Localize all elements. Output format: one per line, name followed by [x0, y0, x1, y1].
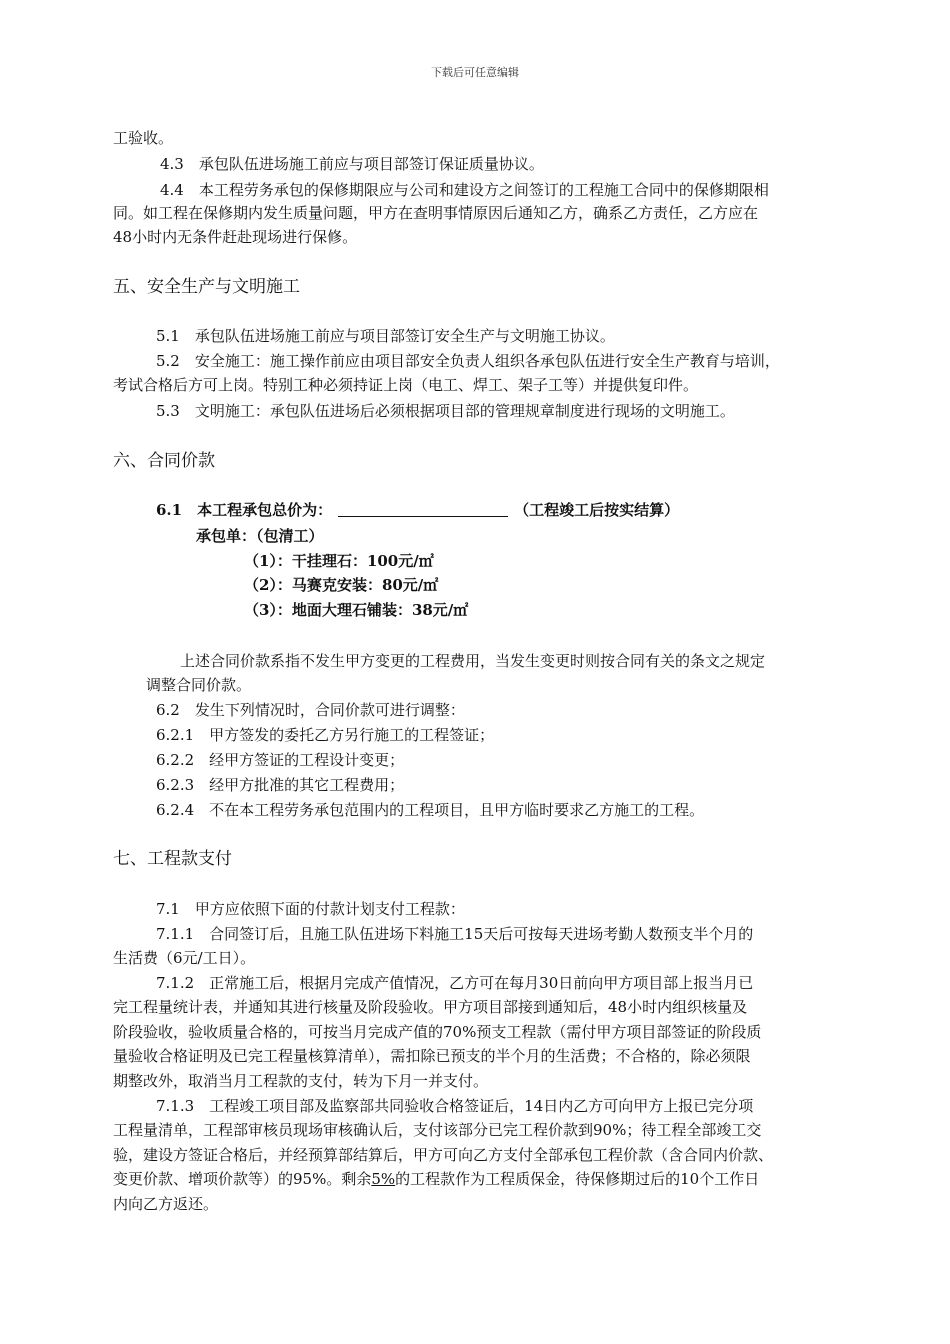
- clause-7-1-1-line2: 生活费（6元/工日）。: [113, 949, 256, 967]
- unit-price-label: 承包单：（包清工）: [196, 527, 324, 545]
- section-5-heading: 五、安全生产与文明施工: [113, 277, 300, 297]
- retention-percent: 5%: [371, 1170, 396, 1188]
- contract-total-note: （工程竣工后按实结算）: [514, 501, 680, 519]
- clause-7-1-3-line2: 工程量清单，工程部审核员现场审核确认后，支付该部分已完工程价款到90%；待工程全部竣工交: [113, 1121, 762, 1139]
- clause-5-2-line1: 5.2 安全施工：施工操作前应由项目部安全负责人组织各承包队伍进行安全生产教育与培训，: [156, 352, 780, 370]
- price-note-line1: 上述合同价款系指不发生甲方变更的工程费用，当发生变更时则按合同有关的条文之规定: [180, 652, 766, 670]
- clause-7-1-2-line5: 期整改外，取消当月工程款的支付，转为下月一并支付。: [113, 1072, 489, 1090]
- clause-5-1: 5.1 承包队伍进场施工前应与项目部签订安全生产与文明施工协议。: [156, 327, 615, 345]
- clause-6-2-3: 6.2.3 经甲方批准的其它工程费用；: [156, 776, 405, 794]
- clause-7-1-2-line4: 量验收合格证明及已完工程量核算清单），需扣除已预支的半个月的生活费；不合格的，除必须限: [113, 1047, 751, 1065]
- page-header: 下载后可任意编辑: [431, 66, 519, 79]
- sec4-line0: 工验收。: [113, 129, 174, 147]
- section-6-heading: 六、合同价款: [113, 451, 215, 471]
- contract-total-label: 6.1 本工程承包总价为：: [156, 501, 333, 519]
- price-item-2: （2）：马赛克安装：80元/㎡: [244, 576, 439, 594]
- clause-7-1-3-line4-post: 的工程款作为工程质保金，待保修期过后的10个工作日: [395, 1170, 760, 1188]
- clause-7-1-3-line4-pre: 变更价款、增项价款等）的95%。剩余: [113, 1170, 372, 1188]
- clause-7-1-3-line3: 验，建设方签证合格后，并经预算部结算后，甲方可向乙方支付全部承包工程价款（含合同内价款、: [113, 1146, 774, 1164]
- clause-4-4-line3: 48小时内无条件赶赴现场进行保修。: [113, 228, 358, 246]
- price-item-3: （3）：地面大理石铺装：38元/㎡: [244, 601, 469, 619]
- clause-6-1: [156, 500, 679, 520]
- clause-7-1-2-line1: 7.1.2 正常施工后，根据月完成产值情况，乙方可在每月30日前向甲方项目部上报当月已: [156, 974, 754, 992]
- clause-7-1-3-line4: [113, 1169, 759, 1189]
- clause-7-1: 7.1 甲方应依照下面的付款计划支付工程款：: [156, 900, 465, 918]
- clause-7-1-1-line1: 7.1.1 合同签订后，且施工队伍进场下料施工15天后可按每天进场考勤人数预支半个月的: [156, 925, 754, 943]
- section-7-heading: 七、工程款支付: [113, 849, 232, 869]
- clause-6-2: 6.2 发生下列情况时，合同价款可进行调整：: [156, 701, 465, 719]
- clause-5-3: 5.3 文明施工：承包队伍进场后必须根据项目部的管理规章制度进行现场的文明施工。: [156, 402, 735, 420]
- clause-6-2-2: 6.2.2 经甲方签证的工程设计变更；: [156, 751, 405, 769]
- price-item-1: （1）：干挂理石：100元/㎡: [244, 552, 434, 570]
- clause-6-2-1: 6.2.1 甲方签发的委托乙方另行施工的工程签证；: [156, 726, 495, 744]
- clause-7-1-3-line5: 内向乙方返还。: [113, 1195, 219, 1213]
- price-note-line2: 调整合同价款。: [146, 676, 252, 694]
- clause-7-1-2-line3: 阶段验收，验收质量合格的，可按当月完成产值的70%预支工程款（需付甲方项目部签证的阶段质: [113, 1023, 762, 1041]
- contract-total-blank: [338, 502, 508, 517]
- clause-5-2-line2: 考试合格后方可上岗。特别工种必须持证上岗（电工、焊工、架子工等）并提供复印件。: [113, 376, 699, 394]
- clause-7-1-2-line2: 完工程量统计表，并通知其进行核量及阶段验收。甲方项目部接到通知后，48小时内组织核量及: [113, 998, 748, 1016]
- clause-6-2-4: 6.2.4 不在本工程劳务承包范围内的工程项目，且甲方临时要求乙方施工的工程。: [156, 801, 705, 819]
- clause-7-1-3-line1: 7.1.3 工程竣工项目部及监察部共同验收合格签证后，14日内乙方可向甲方上报已完分项: [156, 1097, 754, 1115]
- clause-4-4-line2: 同。如工程在保修期内发生质量问题，甲方在查明事情原因后通知乙方，确系乙方责任，乙方应在: [113, 204, 759, 222]
- clause-4-4-line1: 4.4 本工程劳务承包的保修期限应与公司和建设方之间签订的工程施工合同中的保修期限相: [160, 181, 769, 199]
- clause-4-3: 4.3 承包队伍进场施工前应与项目部签订保证质量协议。: [160, 155, 544, 173]
